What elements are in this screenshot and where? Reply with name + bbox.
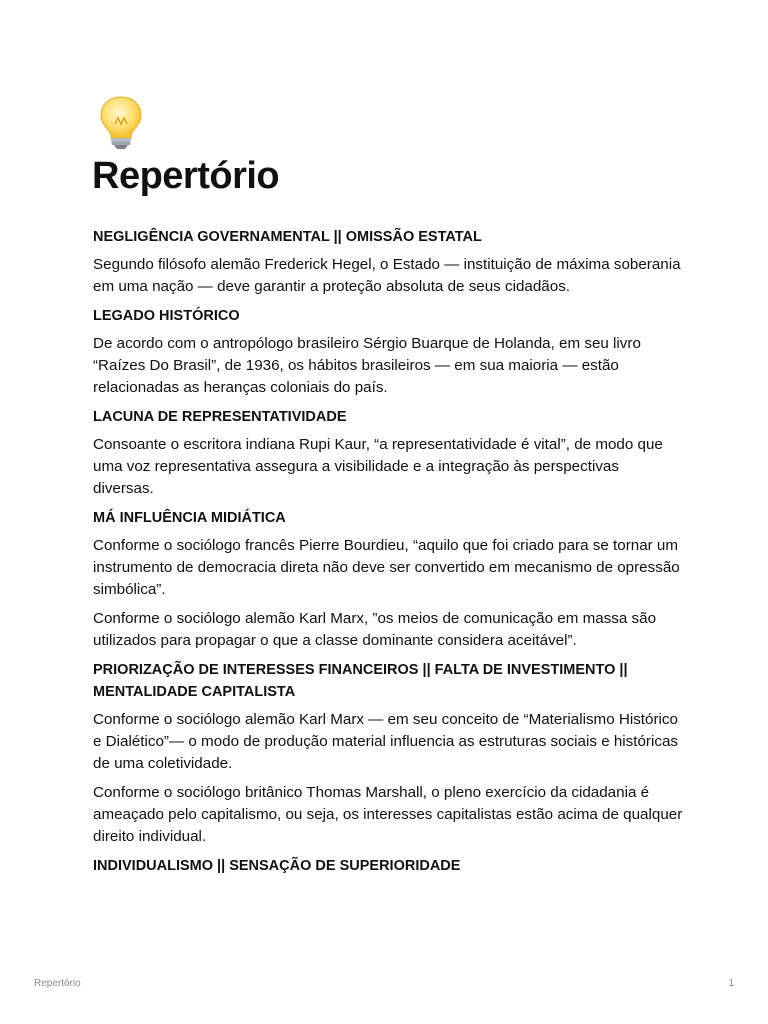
section-heading: LACUNA DE REPRESENTATIVIDADE xyxy=(93,409,347,425)
page-title: Repertório xyxy=(92,155,280,197)
section-paragraph: Conforme o sociólogo alemão Karl Marx — em seu conceito de “Materialismo Histórico e Dialético”— o modo de produção material influencia as estruturas sociais e históricas de uma coletividade. xyxy=(93,711,679,772)
footer-title: Repertório xyxy=(34,978,81,989)
section-paragraph: Conforme o sociólogo francês Pierre Bourdieu, “aquilo que foi criado para se tornar um instrumento de democracia direta não deve ser convertido em mecanismo de opressão simbólica”. xyxy=(93,537,680,598)
section-paragraph: De acordo com o antropólogo brasileiro Sérgio Buarque de Holanda, em seu livro “Raízes Do Brasil”, de 1936, os hábitos brasileiros — em sua maioria — estão relacionadas as heranças coloniais do país. xyxy=(93,335,641,396)
section-paragraph: Conforme o sociólogo alemão Karl Marx, ”os meios de comunicação em massa são utilizados para propagar o que a classe dominante considera aceitável”. xyxy=(93,610,657,649)
section-heading: PRIORIZAÇÃO DE INTERESSES FINANCEIROS || FALTA DE INVESTIMENTO || MENTALIDADE CAPITALISTA xyxy=(93,662,628,700)
section-heading: INDIVIDUALISMO || SENSAÇÃO DE SUPERIORIDADE xyxy=(93,858,461,874)
section-paragraph: Segundo filósofo alemão Frederick Hegel, o Estado — instituição de máxima soberania em uma nação — deve garantir a proteção absoluta de seus cidadãos. xyxy=(93,256,681,295)
page-number: 1 xyxy=(728,978,734,989)
section-heading: LEGADO HISTÓRICO xyxy=(93,308,240,324)
section-paragraph: Consoante o escritora indiana Rupi Kaur, “a representatividade é vital”, de modo que uma voz representativa assegura a visibilidade e a integração às perspectivas diversas. xyxy=(93,436,663,497)
document-body xyxy=(93,226,683,883)
section-heading: MÁ INFLUÊNCIA MIDIÁTICA xyxy=(93,510,286,526)
section-heading: NEGLIGÊNCIA GOVERNAMENTAL || OMISSÃO ESTATAL xyxy=(93,229,482,245)
section-paragraph: Conforme o sociólogo britânico Thomas Marshall, o pleno exercício da cidadania é ameaçado pelo capitalismo, ou seja, os interesses capitalistas estão acima de qualquer direito individual. xyxy=(93,784,683,845)
lightbulb-icon xyxy=(97,94,145,150)
